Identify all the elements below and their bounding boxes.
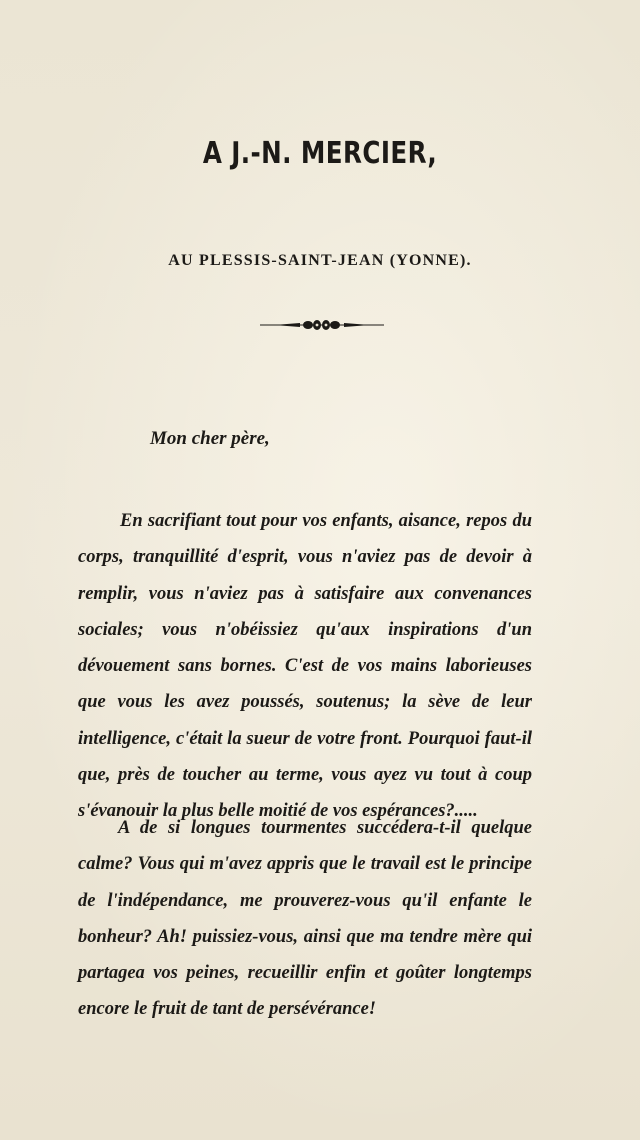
letter-paragraph: En sacrifiant tout pour vos enfants, aisance, repos du corps, tranquillité d'esprit, vous n'aviez pas de devoir à remplir, vous n'aviez pas à satisfaire aux convenances sociales; vous n'obéissiez qu'aux inspirations d'un dévouement sans bornes. C'est de vos mains laborieuses que vous les avez poussés, soutenus; la sève de leur intelligence, c'était la sueur de votre front. Pourquoi faut-il que, près de toucher au terme, vous ayez vu tout à coup s'évanouir la plus belle moitié de vos espérances?..... [78, 511, 532, 822]
ornamental-rule-icon [260, 318, 384, 332]
letter-paragraph: A de si longues tourmentes succédera-t-il quelque calme? Vous qui m'avez appris que le travail est le principe de l'indépendance, me prouverez-vous qu'il enfante le bonheur? Ah! puissiez-vous, ainsi que ma tendre mère qui partagea vos peines, recueillir enfin et goûter longtemps encore le fruit de tant de persévérance! [78, 818, 532, 1020]
dedication-title: A J.-N. MERCIER, [202, 136, 438, 171]
letter-salutation: Mon cher père, [150, 428, 270, 449]
dedication-location: AU PLESSIS-SAINT-JEAN (YONNE). [168, 252, 472, 269]
